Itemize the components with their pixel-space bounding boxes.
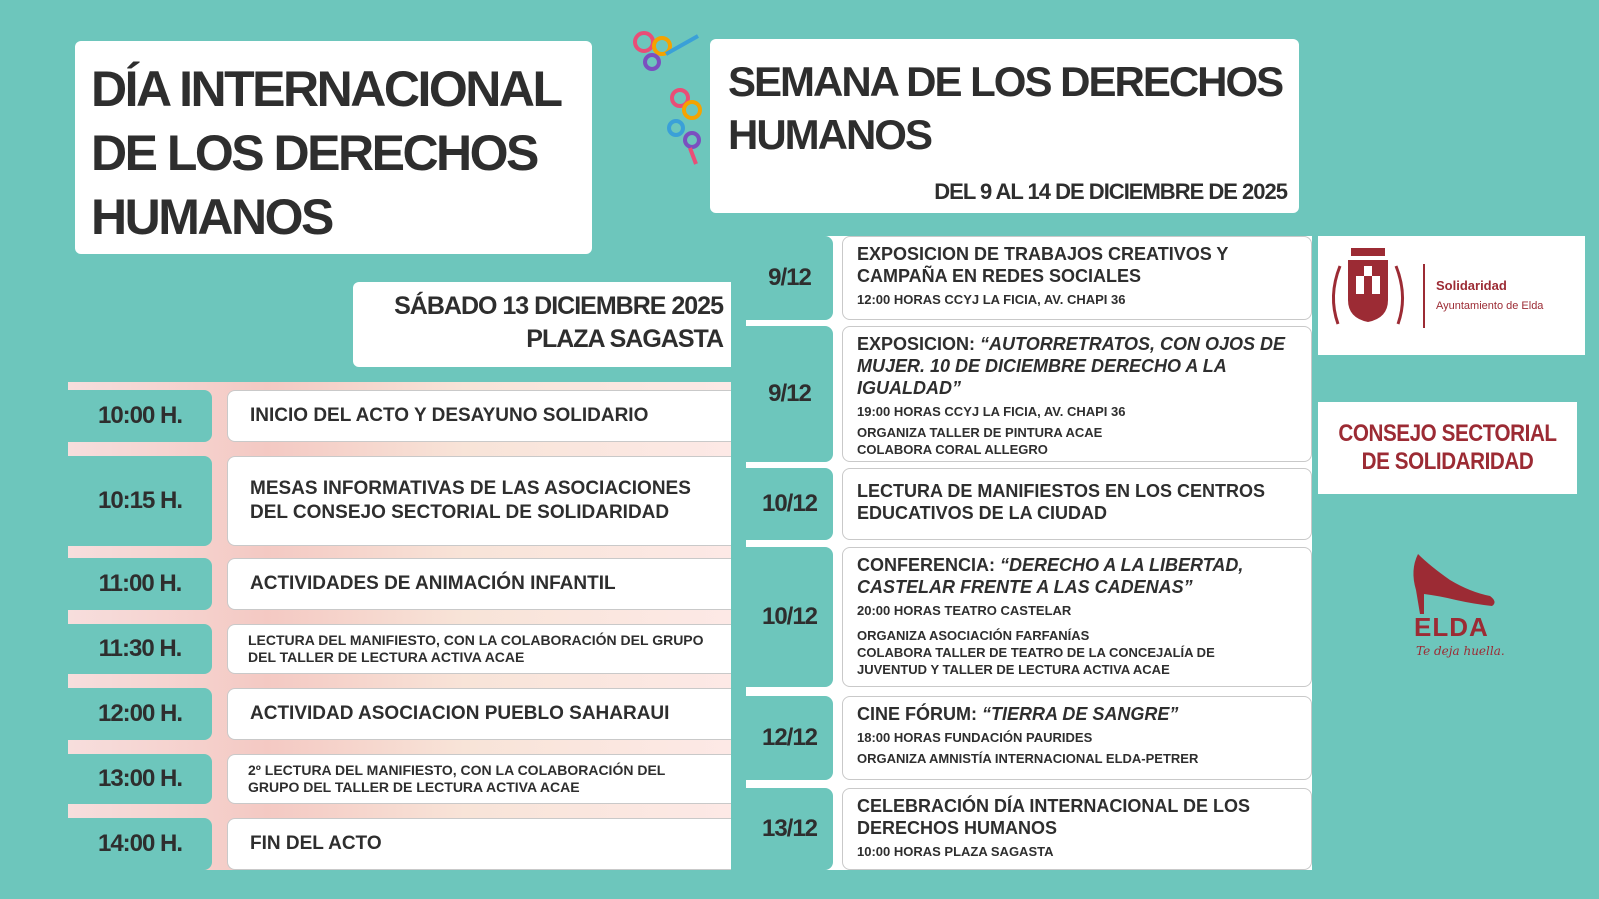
event-title: EXPOSICION: [857, 334, 981, 354]
title-line-2: DE LOS DERECHOS [91, 125, 537, 181]
week-title [728, 55, 1299, 161]
week-date: 10/12 [746, 547, 833, 687]
event-title: CONFERENCIA: [857, 555, 1000, 575]
elda-logo-slogan: Te deja huella. [1416, 644, 1505, 658]
week-row [746, 788, 1312, 870]
activity-line: FIN DEL ACTO [250, 833, 382, 854]
week-row [746, 326, 1312, 462]
week-event [842, 326, 1312, 462]
event-title: CELEBRACIÓN DÍA INTERNACIONAL DE LOS [857, 796, 1251, 816]
schedule-row [68, 818, 731, 870]
week-title-line-1: SEMANA DE LOS DERECHOS [728, 58, 1283, 105]
week-date: 9/12 [746, 326, 833, 462]
schedule-row [68, 688, 731, 740]
event-organizer: ORGANIZA ASOCIACIÓN FARFANÍAS [857, 628, 1090, 643]
week-date: 12/12 [746, 696, 833, 780]
schedule-activity [227, 456, 731, 546]
schedule-time: 14:00 H. [68, 818, 212, 870]
week-row [746, 696, 1312, 780]
event-title-italic: “TIERRA DE SANGRE” [982, 704, 1179, 724]
activity-line: ACTIVIDAD ASOCIACION PUEBLO SAHARAUI [250, 703, 670, 724]
week-event [842, 547, 1312, 687]
schedule-time: 12:00 H. [68, 688, 212, 740]
schedule-activity [227, 558, 731, 610]
schedule-row [68, 456, 731, 546]
saturday-date: SÁBADO 13 DICIEMBRE 2025 [394, 292, 723, 320]
activity-line: DEL TALLER DE LECTURA ACTIVA ACAE [248, 649, 525, 665]
schedule-activity [227, 624, 731, 674]
schedule-activity [227, 390, 731, 442]
solidaridad-logo-title: Solidaridad [1436, 278, 1507, 293]
activity-line: ACTIVIDADES DE ANIMACIÓN INFANTIL [250, 573, 616, 594]
saturday-header [353, 282, 731, 367]
main-title [91, 57, 592, 249]
activity-line: MESAS INFORMATIVAS DE LAS ASOCIACIONES [250, 478, 691, 499]
week-title-line-2: HUMANOS [728, 111, 931, 158]
event-collaborator: JUVENTUD Y TALLER DE LECTURA ACTIVA ACAE [857, 662, 1170, 677]
schedule-row [68, 624, 731, 674]
week-row [746, 547, 1312, 687]
event-organizer: ORGANIZA TALLER DE PINTURA ACAE [857, 425, 1103, 440]
event-title-italic: “AUTORRETRATOS, CON OJOS DE [980, 334, 1286, 354]
event-collaborator: COLABORA CORAL ALLEGRO [857, 442, 1048, 457]
event-title-italic: CASTELAR FRENTE A LAS CADENAS” [857, 577, 1193, 597]
event-title: CAMPAÑA EN REDES SOCIALES [857, 266, 1142, 286]
event-detail: 12:00 HORAS CCYJ LA FICIA, AV. CHAPI 36 [857, 292, 1126, 307]
event-title: CINE FÓRUM: [857, 704, 982, 724]
event-title: EXPOSICION DE TRABAJOS CREATIVOS Y [857, 244, 1229, 264]
activity-line: LECTURA DEL MANIFIESTO, CON LA COLABORACIÓN DEL GRUPO [248, 632, 704, 648]
event-detail: 18:00 HORAS FUNDACIÓN PAURIDES [857, 730, 1093, 745]
week-event [842, 236, 1312, 320]
elda-logo [1400, 550, 1510, 670]
event-title: DERECHOS HUMANOS [857, 818, 1058, 838]
solidaridad-logo-subtitle: Ayuntamiento de Elda [1436, 300, 1544, 312]
saturday-place: PLAZA SAGASTA [526, 325, 723, 353]
week-row [746, 468, 1312, 540]
week-row [746, 236, 1312, 320]
week-title-card [710, 39, 1299, 213]
event-organizer: ORGANIZA AMNISTÍA INTERNACIONAL ELDA-PETRER [857, 751, 1199, 766]
consejo-line-1: CONSEJO SECTORIAL [1338, 420, 1557, 447]
week-date: 9/12 [746, 236, 833, 320]
week-event [842, 788, 1312, 870]
schedule-activity [227, 688, 731, 740]
event-title-italic: “DERECHO A LA LIBERTAD, [1000, 555, 1244, 575]
event-detail: 19:00 HORAS CCYJ LA FICIA, AV. CHAPI 36 [857, 404, 1126, 419]
schedule-activity [227, 818, 731, 870]
week-date: 10/12 [746, 468, 833, 540]
activity-line: INICIO DEL ACTO Y DESAYUNO SOLIDARIO [250, 405, 649, 426]
decorative-art-icon [630, 28, 708, 166]
title-line-1: DÍA INTERNACIONAL [91, 61, 561, 117]
title-line-3: HUMANOS [91, 189, 332, 245]
schedule-time: 10:15 H. [68, 456, 212, 546]
coat-of-arms-icon [1333, 248, 1402, 324]
high-heel-shoe-icon [1400, 550, 1510, 616]
consejo-label [1336, 402, 1559, 494]
week-event [842, 696, 1312, 780]
elda-logo-name: ELDA [1414, 612, 1489, 642]
event-title: EDUCATIVOS DE LA CIUDAD [857, 503, 1108, 523]
activity-line: GRUPO DEL TALLER DE LECTURA ACTIVA ACAE [248, 779, 580, 795]
event-title-italic: IGUALDAD” [857, 378, 961, 398]
event-detail: 10:00 HORAS PLAZA SAGASTA [857, 844, 1054, 859]
event-detail: 20:00 HORAS TEATRO CASTELAR [857, 603, 1072, 618]
solidaridad-logo [1318, 236, 1585, 355]
schedule-row [68, 558, 731, 610]
week-event [842, 468, 1312, 540]
schedule-time: 11:00 H. [68, 558, 212, 610]
consejo-line-2: DE SOLIDARIDAD [1361, 448, 1534, 475]
schedule-row [68, 754, 731, 804]
schedule-time: 11:30 H. [68, 624, 212, 674]
schedule-activity [227, 754, 731, 804]
activity-line: DEL CONSEJO SECTORIAL DE SOLIDARIDAD [250, 502, 670, 523]
event-collaborator: COLABORA TALLER DE TEATRO DE LA CONCEJALÍA DE [857, 645, 1215, 660]
event-title: LECTURA DE MANIFIESTOS EN LOS CENTROS [857, 481, 1266, 501]
week-date: 13/12 [746, 788, 833, 870]
saturday-schedule [68, 382, 731, 870]
week-program [746, 236, 1312, 870]
event-title-italic: MUJER. 10 DE DICIEMBRE DERECHO A LA [857, 356, 1227, 376]
main-title-card [75, 41, 592, 254]
week-dates: DEL 9 AL 14 DE DICIEMBRE DE 2025 [934, 179, 1287, 204]
schedule-row [68, 390, 731, 442]
schedule-time: 10:00 H. [68, 390, 212, 442]
schedule-time: 13:00 H. [68, 754, 212, 804]
activity-line: 2º LECTURA DEL MANIFIESTO, CON LA COLABORACIÓN DEL [248, 762, 666, 778]
